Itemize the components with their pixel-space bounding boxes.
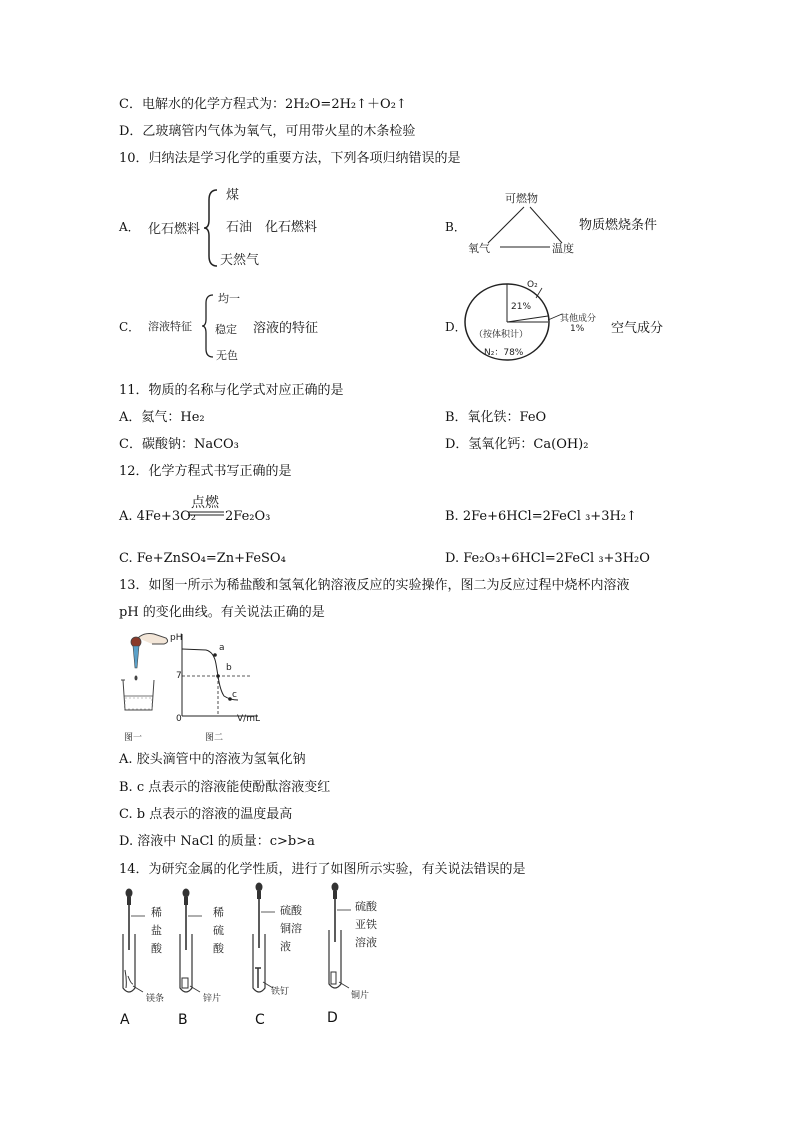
q10-c-tag: 溶液的特征 — [253, 321, 319, 336]
q13-chart-ylabel: pH — [170, 633, 183, 643]
q14-a-reagent-3: 酸 — [151, 942, 162, 955]
q13-option-b: B. c 点表示的溶液能使酚酞溶液变红 — [119, 780, 331, 795]
q10-a-title: 化石燃料 — [148, 222, 201, 237]
q10-stem: 10．归纳法是学习化学的重要方法，下列各项归纳错误的是 — [119, 151, 461, 166]
q12-a-rhs: 2Fe₂O₃ — [225, 509, 271, 524]
q14-a-reagent-2: 盐 — [151, 924, 162, 937]
q13-fig1-label: 图一 — [124, 733, 143, 743]
q10-d-tag: 空气成分 — [611, 321, 664, 336]
q13-stem-line2: pH 的变化曲线。有关说法正确的是 — [119, 605, 325, 620]
q12-option-a — [119, 509, 196, 525]
q10-b-right: 温度 — [552, 242, 574, 255]
q14-d-reagent-3: 溶液 — [355, 936, 377, 949]
q9-option-c-equation: 2H₂O=2H₂↑＋O₂↑ — [284, 97, 407, 112]
q12-stem: 12．化学方程式书写正确的是 — [119, 464, 292, 479]
q10-d-n2: N₂：78% — [484, 348, 524, 358]
q9-option-d: D．乙玻璃管内气体为氧气，可用带火星的木条检验 — [119, 124, 416, 139]
q9-option-c — [119, 97, 407, 113]
q11-stem: 11．物质的名称与化学式对应正确的是 — [119, 383, 344, 398]
q11-option-c: C．碳酸钠：NaCO₃ — [119, 437, 239, 452]
q10-d-pct21: 21% — [511, 302, 532, 312]
q10-a-tag: 化石燃料 — [265, 220, 318, 235]
q14-b-reagent-3: 酸 — [213, 942, 224, 955]
q10-d-pct1: 1% — [570, 324, 585, 334]
q13-chart-point-a-label: a — [219, 643, 225, 653]
q13-fig1-dropper-beaker — [120, 632, 183, 722]
q10-d-o2: O₂ — [527, 280, 538, 290]
chart-point-b — [216, 674, 220, 678]
q14-tube-b — [172, 888, 212, 1008]
q10-c-item-colorless: 无色 — [216, 349, 238, 362]
q14-b-metal: 锌片 — [203, 994, 222, 1004]
q10-a-item-gas: 天然气 — [220, 253, 260, 268]
q14-tube-a — [115, 888, 155, 1008]
q10-d-other: 其他成分 — [560, 314, 597, 324]
q14-b-reagent-1: 稀 — [213, 906, 224, 919]
q12-option-b: B. 2Fe+6HCl=2FeCl ₃+3H₂↑ — [445, 509, 637, 524]
q10-option-a-letter: A． — [119, 220, 140, 234]
q14-a-letter: A — [120, 1012, 130, 1028]
q11-option-d: D．氢氧化钙：Ca(OH)₂ — [445, 437, 589, 452]
q12-option-c: C. Fe+ZnSO₄=Zn+FeSO₄ — [119, 551, 286, 566]
q10-b-top: 可燃物 — [505, 192, 538, 205]
q10-d-center: （按体积计） — [474, 330, 529, 340]
q13-option-c: C. b 点表示的溶液的温度最高 — [119, 807, 293, 822]
chart-point-a — [213, 653, 217, 657]
q14-b-reagent-2: 硫 — [213, 924, 224, 937]
q13-chart-point-c-label: c — [232, 690, 237, 700]
q10-a-item-oil: 石油 — [226, 220, 253, 235]
q13-chart-origin: 0 — [176, 714, 182, 724]
q14-d-metal: 铜片 — [351, 991, 370, 1001]
q14-a-reagent-1: 稀 — [151, 906, 162, 919]
q11-option-b: B．氧化铁：FeO — [445, 410, 547, 425]
q14-c-metal: 铁钉 — [271, 987, 290, 997]
q14-c-reagent-2: 铜溶 — [280, 922, 302, 935]
q12-a-lhs: A. 4Fe+3O₂ — [119, 509, 196, 524]
q13-option-a: A. 胶头滴管中的溶液为氢氧化钠 — [119, 752, 306, 767]
q10-a-item-coal: 煤 — [226, 188, 240, 203]
q10-option-d-letter: D． — [445, 320, 467, 334]
q14-a-metal: 镁条 — [146, 994, 165, 1004]
q10-c-item-uniform: 均一 — [218, 292, 240, 305]
q10-c-title: 溶液特征 — [148, 320, 192, 333]
q13-chart-xlabel: V/mL — [237, 714, 260, 724]
q13-fig2-label: 图二 — [205, 733, 224, 743]
q13-stem-line1: 13．如图一所示为稀盐酸和氢氧化钠溶液反应的实验操作，图二为反应过程中烧杯内溶液 — [119, 578, 630, 593]
q14-c-reagent-1: 硫酸 — [280, 904, 302, 917]
q14-d-reagent-2: 亚铁 — [355, 918, 377, 931]
q12-option-d: D. Fe₂O₃+6HCl=2FeCl ₃+3H₂O — [445, 551, 650, 566]
q13-chart-point-b-label: b — [226, 663, 232, 673]
q10-b-tag: 物质燃烧条件 — [579, 218, 658, 233]
q10-c-item-stable: 稳定 — [215, 323, 237, 336]
q10-option-b-letter: B． — [445, 220, 466, 234]
q11-option-a: A．氦气：He₂ — [119, 410, 205, 425]
q13-chart-seven: 7 — [176, 671, 182, 681]
q9-option-c-text: C．电解水的化学方程式为： — [119, 97, 285, 112]
q10-b-left: 氧气 — [468, 242, 490, 255]
q14-d-letter: D — [327, 1010, 338, 1026]
q14-c-reagent-3: 液 — [280, 940, 291, 953]
q10-option-c-letter: C． — [119, 320, 141, 334]
q14-c-letter: C — [255, 1012, 265, 1028]
q14-b-letter: B — [178, 1012, 188, 1028]
q14-stem: 14．为研究金属的化学性质，进行了如图所示实验，有关说法错误的是 — [119, 862, 526, 877]
q12-a-equals-bar — [188, 511, 228, 517]
q13-option-d: D. 溶液中 NaCl 的质量：c>b>a — [119, 834, 315, 849]
q14-d-reagent-1: 硫酸 — [355, 900, 377, 913]
q12-a-condition: 点燃 — [191, 495, 219, 511]
